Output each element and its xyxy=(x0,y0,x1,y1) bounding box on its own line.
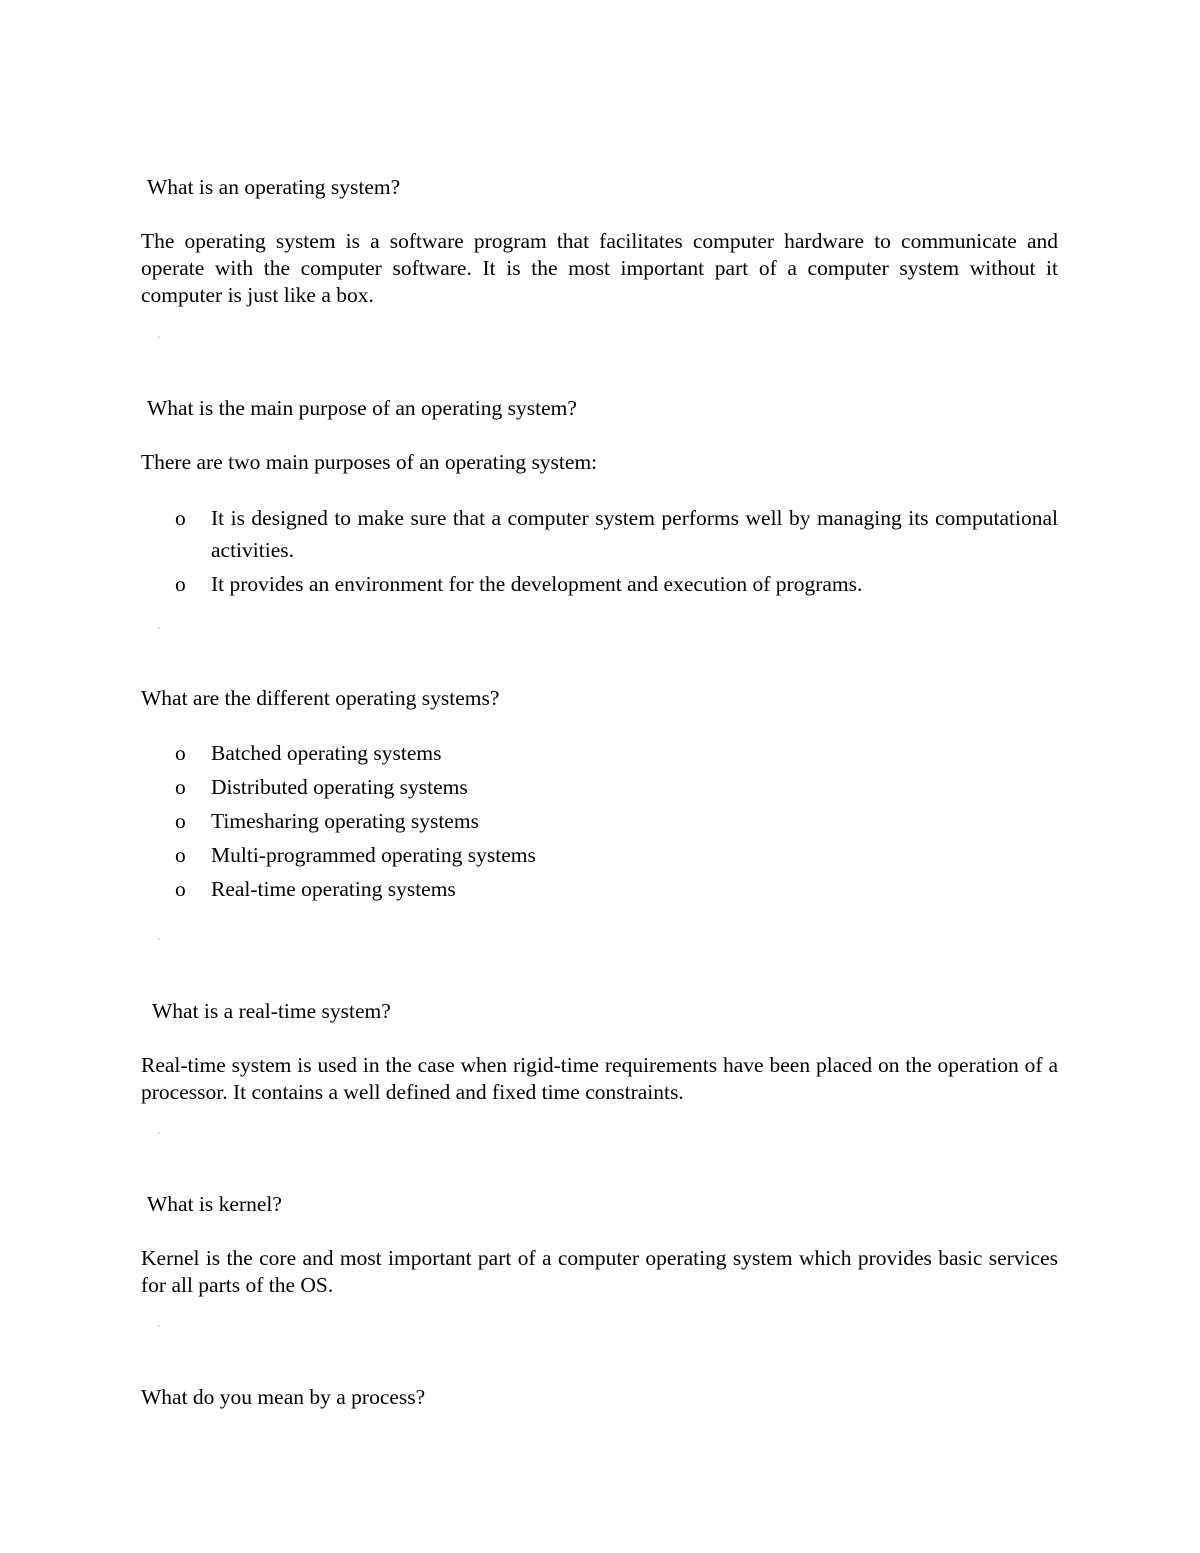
list-item xyxy=(175,568,1058,600)
bullet-icon: o xyxy=(175,843,186,867)
list-item xyxy=(175,839,1058,871)
list-item-text: Batched operating systems xyxy=(211,741,442,765)
bullet-icon: o xyxy=(175,506,186,530)
question-heading: What do you mean by a process? xyxy=(141,1385,426,1409)
list-item-text: It provides an environment for the development and execution of programs. xyxy=(211,572,863,596)
bullet-list xyxy=(175,502,1058,602)
decorative-dot xyxy=(158,1132,160,1134)
list-item xyxy=(175,805,1058,837)
list-item xyxy=(175,737,1058,769)
list-item xyxy=(175,771,1058,803)
bullet-icon: o xyxy=(175,572,186,596)
bullet-icon: o xyxy=(175,877,186,901)
answer-paragraph: There are two main purposes of an operating system: xyxy=(141,450,598,474)
bullet-icon: o xyxy=(175,809,186,833)
question-heading: What is the main purpose of an operating system? xyxy=(147,396,577,420)
list-item-text: Distributed operating systems xyxy=(211,775,468,799)
question-heading: What is kernel? xyxy=(147,1192,282,1216)
answer-paragraph: Real-time system is used in the case when rigid-time requirements have been placed on the operation of a processor. It contains a well defined and fixed time constraints. xyxy=(141,1053,1058,1104)
bullet-icon: o xyxy=(175,741,186,765)
question-heading: What is a real-time system? xyxy=(152,999,391,1023)
list-item xyxy=(175,502,1058,566)
question-heading: What is an operating system? xyxy=(147,175,401,199)
answer-paragraph: Kernel is the core and most important part of a computer operating system which provides basic services for all parts of the OS. xyxy=(141,1246,1058,1297)
list-item xyxy=(175,873,1058,905)
decorative-dot xyxy=(158,1325,160,1327)
question-heading: What are the different operating systems? xyxy=(141,686,500,710)
decorative-dot xyxy=(158,938,160,940)
list-item-text: It is designed to make sure that a computer system performs well by managing its computational activities. xyxy=(211,506,1058,562)
list-item-text: Multi-programmed operating systems xyxy=(211,843,536,867)
list-item-text: Timesharing operating systems xyxy=(211,809,479,833)
answer-paragraph: The operating system is a software program that facilitates computer hardware to communicate and operate with the computer software. It is the most important part of a computer system without it computer is just like a box. xyxy=(141,229,1058,307)
decorative-dot xyxy=(158,336,160,338)
bullet-icon: o xyxy=(175,775,186,799)
list-item-text: Real-time operating systems xyxy=(211,877,456,901)
bullet-list xyxy=(175,737,1058,907)
decorative-dot xyxy=(158,627,160,629)
